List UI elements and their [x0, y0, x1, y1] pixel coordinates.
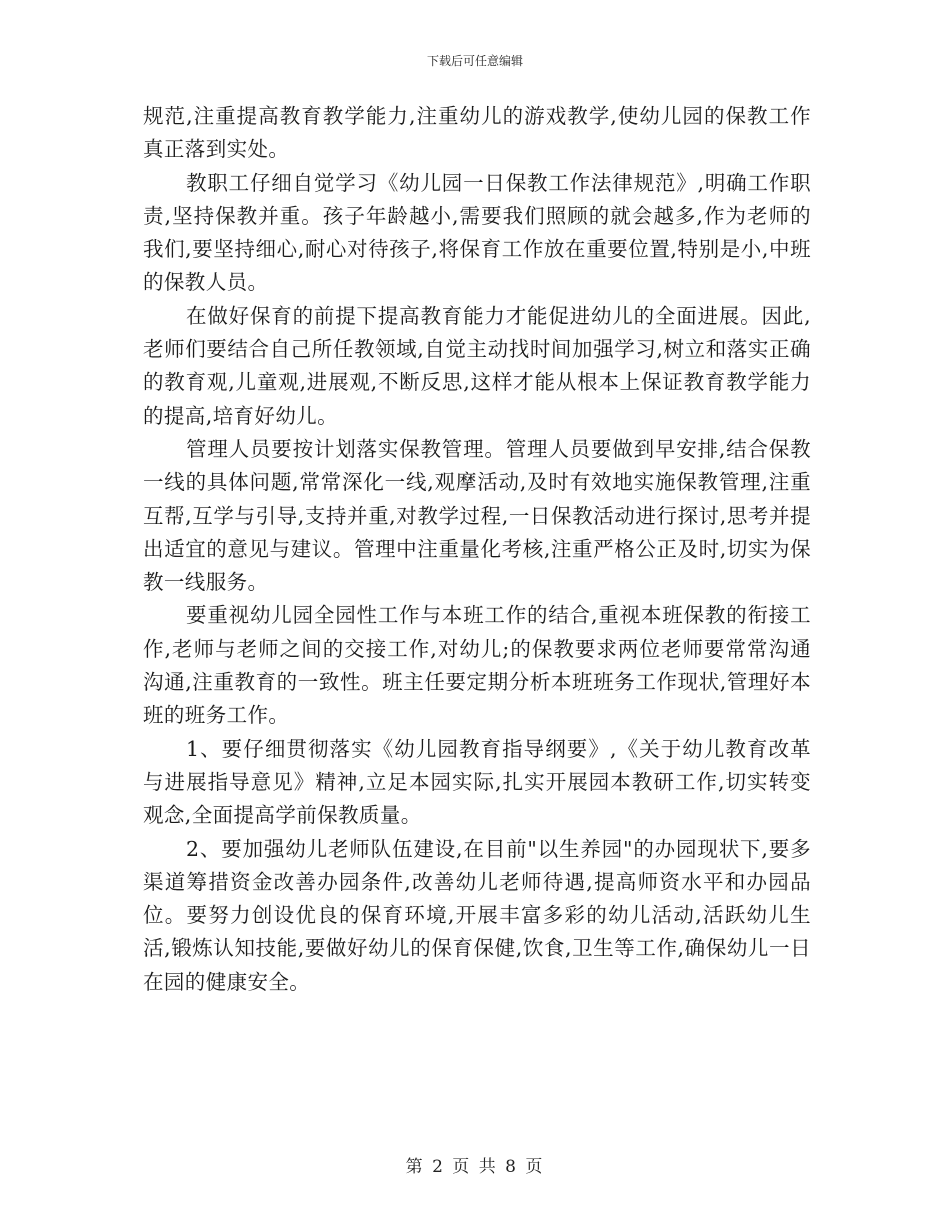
paragraph-management: 管理人员要按计划落实保教管理。管理人员要做到早安排,结合保教一线的具体问题,常常深化一线,观摩活动,及时有效地实施保教管理,注重互帮,互学与引导,支持并重,对教学过程,一日保教活动进行探讨,思考并提出适宜的意见与建议。管理中注重量化考核,注重严格公正及时,切实为保教一线服务。	[143, 436, 811, 595]
paragraph-item-2: 2、要加强幼儿老师队伍建设,在目前"以生养园"的办园现状下,要多渠道筹措资金改善办园条件,改善幼儿老师待遇,提高师资水平和办园品位。要努力创设优良的保育环境,开展丰富多彩的幼儿活动,活跃幼儿生活,锻炼认知技能,要做好幼儿的保育保健,饮食,卫生等工作,确保幼儿一日在园的健康安全。	[143, 836, 811, 994]
paragraph-item-1: 1、要仔细贯彻落实《幼儿园教育指导纲要》,《关于幼儿教育改革与进展指导意见》精神,立足本园实际,扎实开展园本教研工作,切实转变观念,全面提高学前保教质量。	[143, 736, 811, 828]
paragraph-staff-study: 教职工仔细自觉学习《幼儿园一日保教工作法律规范》,明确工作职责,坚持保教并重。孩子年龄越小,需要我们照顾的就会越多,作为老师的我们,要坚持细心,耐心对待孩子,将保育工作放在重要位置,特别是小,中班的保教人员。	[143, 170, 811, 295]
paragraph-continued: 规范,注重提高教育教学能力,注重幼儿的游戏教学,使幼儿园的保教工作真正落到实处。	[143, 104, 811, 162]
paragraph-education-ability: 在做好保育的前提下提高教育能力才能促进幼儿的全面进展。因此,老师们要结合自己所任教领域,自觉主动找时间加强学习,树立和落实正确的教育观,儿童观,进展观,不断反思,这样才能从根本上保证教育教学能力的提高,培育好幼儿。	[143, 303, 811, 428]
document-body	[143, 100, 811, 999]
paragraph-class-work: 要重视幼儿园全园性工作与本班工作的结合,重视本班保教的衔接工作,老师与老师之间的交接工作,对幼儿;的保教要求两位老师要常常沟通沟通,注重教育的一致性。班主任要定期分析本班班务工作现状,管理好本班的班务工作。	[143, 603, 811, 728]
page-header: 下载后可任意编辑	[426, 54, 523, 68]
page-number: 第 2 页 共 8 页	[405, 1157, 545, 1177]
